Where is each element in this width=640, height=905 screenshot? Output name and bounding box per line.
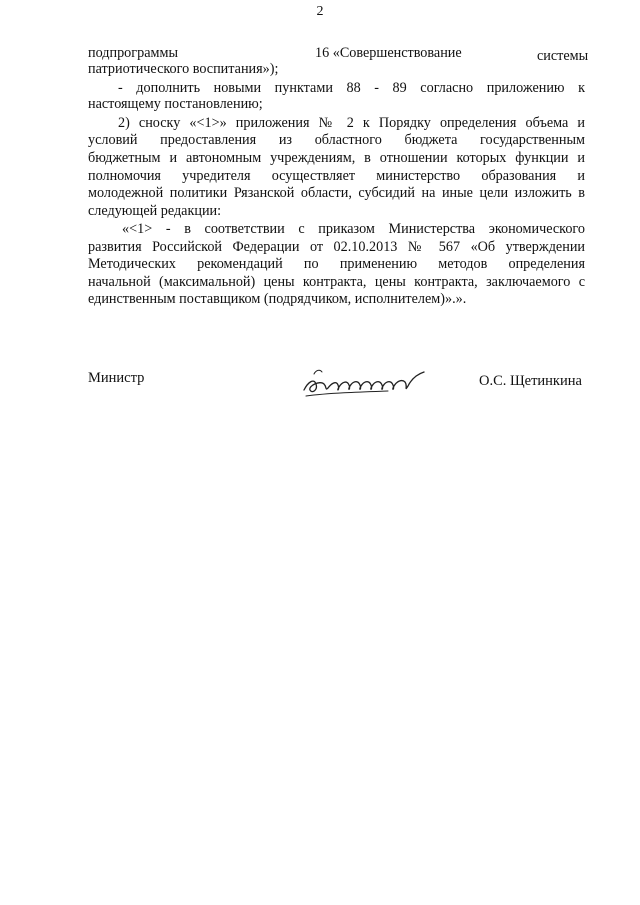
- text-line: [88, 132, 585, 148]
- handwritten-signature: [298, 360, 433, 402]
- text-line-content: развития Российской Федерации от 02.10.2013 № 567 «Об утверждении: [88, 239, 585, 255]
- text-line-content: начальной (максимальной) цены контракта, цены контракта, заключаемого с: [88, 274, 585, 290]
- text-line-content: Методических рекомендаций по применению методов определения: [88, 256, 585, 272]
- text-line: [88, 168, 585, 184]
- text-line: [122, 221, 585, 237]
- text-line: [118, 115, 585, 131]
- text-line: [88, 239, 585, 255]
- text-line-content: «<1> - в соответствии с приказом Министерства экономического: [122, 221, 585, 237]
- text-line-content: условий предоставления из областного бюджета государственным: [88, 132, 585, 148]
- signatory-name: О.С. Щетинкина: [479, 373, 582, 389]
- text-line-content: полномочия учредителя осуществляет министерство образования и: [88, 168, 585, 184]
- text-line: [88, 185, 585, 201]
- text-line: единственным поставщиком (подрядчиком, исполнителем)».».: [88, 291, 467, 307]
- text-line-content: бюджетным и автономным учреждениям, в отношении которых функции и: [88, 150, 585, 166]
- text-line: [118, 80, 585, 96]
- text-line: следующей редакции:: [88, 203, 222, 219]
- text-line-content: 2) сноску «<1>» приложения № 2 к Порядку определения объема и: [118, 115, 585, 131]
- text-line-content: - дополнить новыми пунктами 88 - 89 согласно приложению к: [118, 80, 585, 96]
- text-line-content: молодежной политики Рязанской области, субсидий на иные цели изложить в: [88, 185, 585, 201]
- text-line: патриотического воспитания»);: [88, 61, 279, 77]
- text-line: 16 «Совершенствование: [315, 45, 462, 61]
- text-line: [88, 274, 585, 290]
- text-line: [88, 256, 585, 272]
- text-line: системы: [537, 48, 589, 64]
- text-line: [88, 150, 585, 166]
- text-line: подпрограммы: [88, 45, 178, 61]
- text-line: настоящему постановлению;: [88, 96, 263, 112]
- signatory-role: Министр: [88, 370, 145, 386]
- page-number: 2: [316, 4, 324, 19]
